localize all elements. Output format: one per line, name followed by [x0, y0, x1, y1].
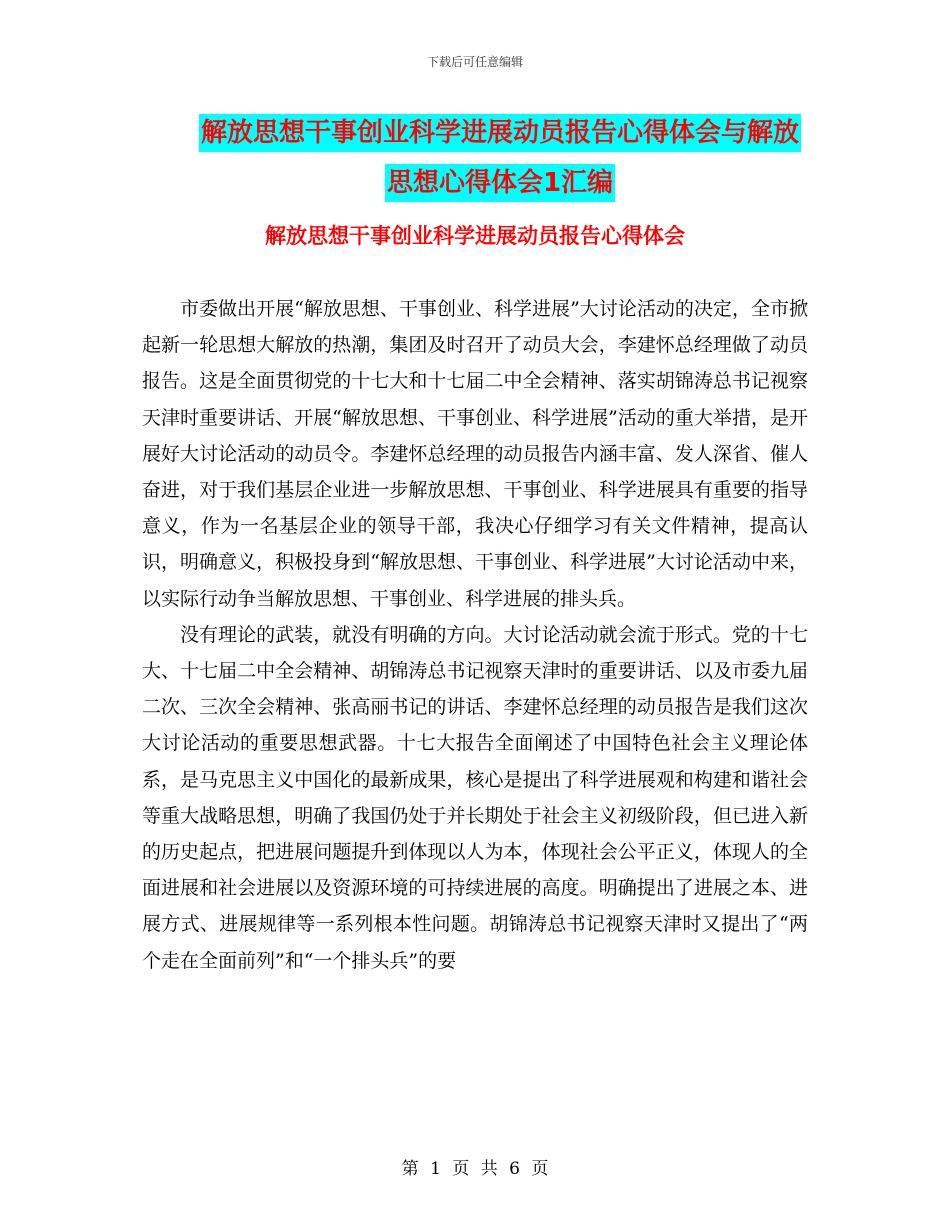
- document-title-line-1: 解放思想干事创业科学进展动员报告心得体会与解放: [199, 114, 801, 152]
- paragraph-2: 没有理论的武装，就没有明确的方向。大讨论活动就会流于形式。党的十七大、十七届二中全会精神、胡锦涛总书记视察天津时的重要讲话、以及市委九届二次、三次全会精神、张高丽书记的讲话、李建怀总经理的动员报告是我们这次大讨论活动的重要思想武器。十七大报告全面阐述了中国特色社会主义理论体系，是马克思主义中国化的最新成果，核心是提出了科学进展观和构建和谐社会等重大战略思想，明确了我国仍处于并长期处于社会主义初级阶段，但已进入新的历史起点，把进展问题提升到体现以人为本，体现社会公平正义，体现人的全面进展和社会进展以及资源环境的可持续进展的高度。明确提出了进展之本、进展方式、进展规律等一系列根本性问题。胡锦涛总书记视察天津时又提出了“两个走在全面前列”和“一个排头兵”的要: [142, 623, 808, 972]
- section-title: 解放思想干事创业科学进展动员报告心得体会: [265, 224, 685, 248]
- document-title-line-2: 思想心得体会1汇编: [385, 164, 615, 202]
- page-header-note: 下载后可任意编辑: [426, 55, 523, 69]
- document-title: [170, 108, 830, 208]
- paragraph-1: 市委做出开展“解放思想、干事创业、科学进展”大讨论活动的决定，全市掀起新一轮思想大解放的热潮，集团及时召开了动员大会，李建怀总经理做了动员报告。这是全面贯彻党的十七大和十七届二中全会精神、落实胡锦涛总书记视察天津时重要讲话、开展“解放思想、干事创业、科学进展”活动的重大举措，是开展好大讨论活动的动员令。李建怀总经理的动员报告内涵丰富、发人深省、催人奋进，对于我们基层企业进一步解放思想、干事创业、科学进展具有重要的指导意义，作为一名基层企业的领导干部，我决心仔细学习有关文件精神，提高认识，明确意义，积极投身到“解放思想、干事创业、科学进展”大讨论活动中来，以实际行动争当解放思想、干事创业、科学进展的排头兵。: [142, 298, 808, 610]
- page-number: 第 1 页 共 6 页: [401, 1159, 549, 1179]
- body-text: [142, 291, 808, 979]
